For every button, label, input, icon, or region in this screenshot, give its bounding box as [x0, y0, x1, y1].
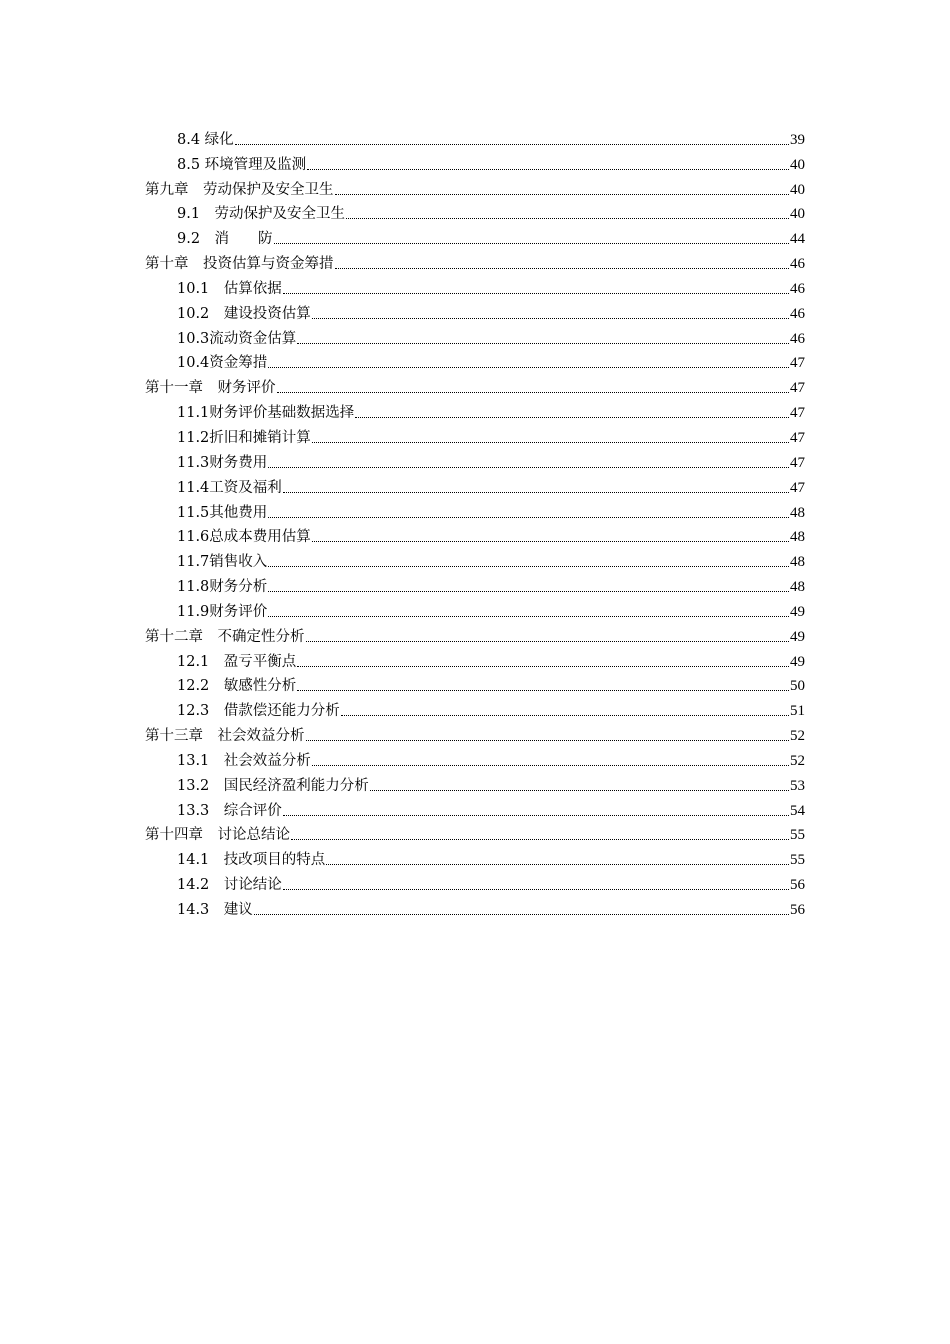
toc-section-entry[interactable] — [145, 546, 805, 571]
toc-page-number: 50 — [790, 678, 805, 695]
toc-dot-leader — [312, 442, 789, 443]
toc-chapter-entry[interactable] — [145, 174, 805, 199]
toc-entry-label: 10.1 估算依据 — [177, 280, 282, 297]
toc-dot-leader — [335, 268, 790, 269]
toc-dot-leader — [268, 367, 789, 368]
toc-entry-label: 第九章 劳动保护及安全卫生 — [145, 181, 334, 198]
toc-entry-label: 11.3财务费用 — [177, 454, 268, 471]
toc-entry-label: 第十一章 财务评价 — [145, 380, 276, 397]
toc-page-number: 44 — [790, 231, 805, 248]
toc-section-entry[interactable] — [145, 869, 805, 894]
toc-page-number: 39 — [790, 131, 805, 148]
toc-page-number: 49 — [790, 653, 805, 670]
toc-page-number: 49 — [790, 603, 805, 620]
toc-section-entry[interactable] — [145, 397, 805, 422]
table-of-contents — [145, 124, 805, 919]
toc-entry-label: 11.9财务评价 — [177, 603, 268, 620]
toc-entry-label: 8.4 绿化 — [177, 131, 234, 148]
toc-page-number: 52 — [790, 752, 805, 769]
toc-section-entry[interactable] — [145, 199, 805, 224]
toc-page-number: 48 — [790, 529, 805, 546]
toc-dot-leader — [370, 790, 789, 791]
toc-entry-label: 8.5 环境管理及监测 — [177, 156, 307, 173]
toc-page-number: 46 — [790, 256, 805, 273]
toc-entry-label: 11.4工资及福利 — [177, 479, 282, 496]
toc-entry-label: 14.3 建议 — [177, 902, 253, 918]
toc-entry-label: 11.8财务分析 — [177, 579, 268, 596]
toc-entry-label: 12.2 敏感性分析 — [177, 678, 297, 695]
toc-section-entry[interactable] — [145, 298, 805, 323]
toc-entry-label: 14.2 讨论结论 — [177, 877, 282, 894]
toc-entry-label: 12.3 借款偿还能力分析 — [177, 703, 340, 720]
toc-section-entry[interactable] — [145, 695, 805, 720]
toc-page-number: 40 — [790, 181, 805, 198]
toc-entry-label: 13.2 国民经济盈利能力分析 — [177, 777, 369, 794]
toc-entry-label: 第十三章 社会效益分析 — [145, 728, 305, 745]
toc-page-number: 49 — [790, 628, 805, 645]
toc-section-entry[interactable] — [145, 323, 805, 348]
toc-chapter-entry[interactable] — [145, 720, 805, 745]
toc-entry-label: 10.4资金筹措 — [177, 355, 268, 372]
toc-entry-label: 10.2 建设投资估算 — [177, 305, 311, 322]
toc-entry-label: 14.1 技改项目的特点 — [177, 852, 326, 869]
toc-section-entry[interactable] — [145, 894, 805, 919]
toc-dot-leader — [274, 243, 789, 244]
toc-page-number: 47 — [790, 479, 805, 496]
toc-page-number: 48 — [790, 554, 805, 571]
toc-page-number: 52 — [790, 728, 805, 745]
toc-section-entry[interactable] — [145, 497, 805, 522]
toc-page-number: 48 — [790, 504, 805, 521]
toc-entry-label: 第十二章 不确定性分析 — [145, 628, 305, 645]
toc-entry-label: 11.1财务评价基础数据选择 — [177, 405, 355, 422]
toc-section-entry[interactable] — [145, 571, 805, 596]
toc-entry-label: 11.6总成本费用估算 — [177, 529, 311, 546]
toc-dot-leader — [283, 492, 789, 493]
toc-chapter-entry[interactable] — [145, 372, 805, 397]
toc-dot-leader — [297, 666, 789, 667]
toc-page-number: 46 — [790, 305, 805, 322]
toc-dot-leader — [312, 541, 789, 542]
toc-dot-leader — [306, 740, 790, 741]
toc-entry-label: 第十四章 讨论总结论 — [145, 827, 290, 844]
toc-dot-leader — [306, 641, 790, 642]
toc-page-number: 54 — [790, 802, 805, 819]
toc-dot-leader — [291, 839, 789, 840]
toc-dot-leader — [268, 616, 789, 617]
toc-section-entry[interactable] — [145, 124, 805, 149]
toc-dot-leader — [355, 417, 789, 418]
toc-section-entry[interactable] — [145, 422, 805, 447]
toc-section-entry[interactable] — [145, 795, 805, 820]
toc-dot-leader — [307, 169, 789, 170]
toc-section-entry[interactable] — [145, 522, 805, 547]
toc-page-number: 48 — [790, 579, 805, 596]
toc-section-entry[interactable] — [145, 671, 805, 696]
toc-dot-leader — [268, 591, 789, 592]
toc-dot-leader — [283, 889, 789, 890]
toc-dot-leader — [254, 914, 789, 915]
toc-entry-label: 9.2 消 防 — [177, 231, 273, 248]
toc-page-number: 46 — [790, 280, 805, 297]
toc-page-number: 51 — [790, 703, 805, 720]
toc-dot-leader — [326, 864, 789, 865]
toc-page-number: 56 — [790, 902, 805, 918]
toc-entry-label: 11.7销售收入 — [177, 554, 268, 571]
toc-page-number: 47 — [790, 355, 805, 372]
toc-dot-leader — [335, 194, 790, 195]
toc-entry-label: 11.5其他费用 — [177, 504, 268, 521]
toc-page-number: 40 — [790, 206, 805, 223]
toc-section-entry[interactable] — [145, 223, 805, 248]
toc-page-number: 47 — [790, 405, 805, 422]
toc-dot-leader — [297, 690, 789, 691]
toc-page-number: 47 — [790, 454, 805, 471]
toc-dot-leader — [283, 293, 789, 294]
toc-page-number: 55 — [790, 827, 805, 844]
toc-dot-leader — [268, 566, 789, 567]
toc-page-number: 47 — [790, 429, 805, 446]
toc-dot-leader — [312, 765, 789, 766]
toc-entry-label: 12.1 盈亏平衡点 — [177, 653, 297, 670]
toc-chapter-entry[interactable] — [145, 820, 805, 845]
toc-page-number: 46 — [790, 330, 805, 347]
toc-section-entry[interactable] — [145, 745, 805, 770]
toc-section-entry[interactable] — [145, 273, 805, 298]
toc-entry-label: 10.3流动资金估算 — [177, 330, 297, 347]
toc-dot-leader — [283, 815, 789, 816]
toc-section-entry[interactable] — [145, 844, 805, 869]
toc-chapter-entry[interactable] — [145, 621, 805, 646]
toc-dot-leader — [312, 318, 789, 319]
toc-entry-label: 11.2折旧和摊销计算 — [177, 429, 311, 446]
toc-dot-leader — [235, 144, 789, 145]
toc-page-number: 53 — [790, 777, 805, 794]
toc-page-number: 47 — [790, 380, 805, 397]
toc-dot-leader — [341, 715, 789, 716]
toc-dot-leader — [277, 392, 790, 393]
toc-page-number: 55 — [790, 852, 805, 869]
toc-entry-label: 9.1 劳动保护及安全卫生 — [177, 206, 346, 223]
toc-section-entry[interactable] — [145, 770, 805, 795]
toc-dot-leader — [268, 517, 789, 518]
toc-entry-label: 13.1 社会效益分析 — [177, 752, 311, 769]
toc-section-entry[interactable] — [145, 596, 805, 621]
toc-dot-leader — [346, 218, 789, 219]
toc-entry-label: 13.3 综合评价 — [177, 802, 282, 819]
toc-chapter-entry[interactable] — [145, 248, 805, 273]
toc-section-entry[interactable] — [145, 348, 805, 373]
toc-page-number: 56 — [790, 877, 805, 894]
toc-dot-leader — [297, 343, 789, 344]
toc-entry-label: 第十章 投资估算与资金筹措 — [145, 256, 334, 273]
toc-dot-leader — [268, 467, 789, 468]
toc-section-entry[interactable] — [145, 447, 805, 472]
toc-page-number: 40 — [790, 156, 805, 173]
toc-section-entry[interactable] — [145, 149, 805, 174]
toc-section-entry[interactable] — [145, 646, 805, 671]
toc-section-entry[interactable] — [145, 472, 805, 497]
